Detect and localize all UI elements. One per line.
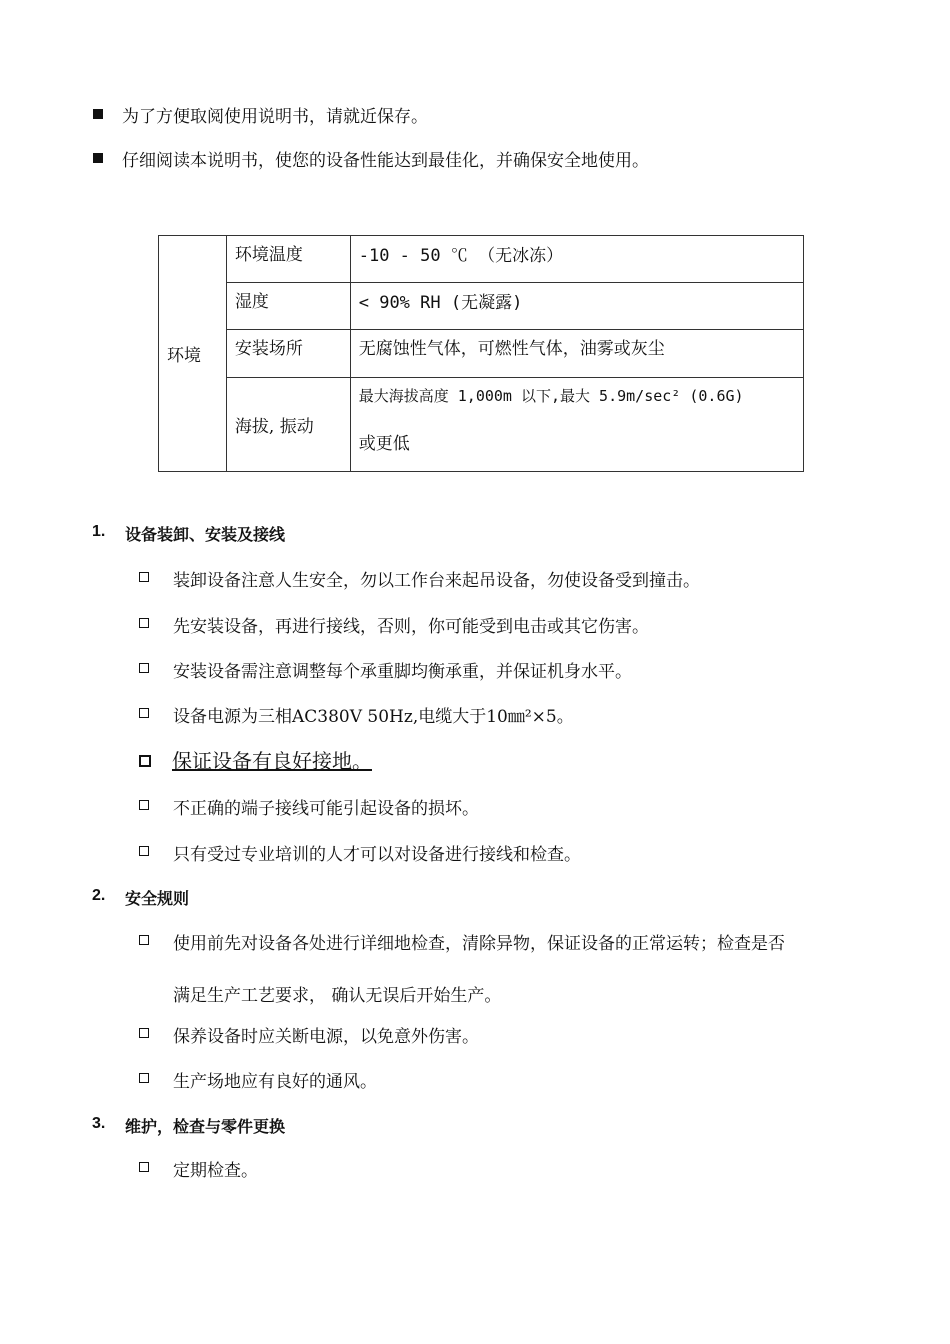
- intro-line-2: 仔细阅读本说明书，使您的设备性能达到最佳化，并确保安全地使用。: [122, 151, 649, 171]
- env-value-altitude: [350, 378, 803, 472]
- checkbox-icon: [139, 846, 149, 856]
- checkbox-icon: [139, 935, 149, 945]
- env-value-humidity: < 90% RH (无凝露): [350, 283, 803, 330]
- list-item-emphasis: 保证设备有良好接地。: [172, 749, 372, 773]
- bullet-icon: [93, 109, 103, 119]
- env-label-location: 安装场所: [226, 330, 350, 378]
- list-item: 设备电源为三相AC380V 50Hz,电缆大于10㎜²×5。: [173, 707, 574, 727]
- checkbox-icon: [139, 1073, 149, 1083]
- checkbox-icon: [139, 800, 149, 810]
- env-value-altitude-line1: 最大海拔高度 1,000m 以下,最大 5.9m/sec² (0.6G): [358, 387, 744, 405]
- env-value-altitude-line2: 或更低: [358, 434, 410, 454]
- checkbox-icon: [139, 618, 149, 628]
- checkbox-icon: [139, 755, 151, 767]
- environment-table: [158, 235, 804, 472]
- env-group-label: 环境: [159, 236, 227, 472]
- list-item: 装卸设备注意人生安全，勿以工作台来起吊设备，勿使设备受到撞击。: [173, 571, 700, 591]
- list-item: 只有受过专业培训的人才可以对设备进行接线和检查。: [173, 845, 581, 865]
- checkbox-icon: [139, 1028, 149, 1038]
- list-item: 不正确的端子接线可能引起设备的损坏。: [173, 799, 479, 819]
- list-item: 生产场地应有良好的通风。: [173, 1072, 377, 1092]
- env-value-temperature: -10 - 50 ℃ （无冰冻）: [350, 236, 803, 283]
- bullet-icon: [93, 153, 103, 163]
- checkbox-icon: [139, 1162, 149, 1172]
- intro-line-1: 为了方便取阅使用说明书，请就近保存。: [122, 107, 428, 127]
- section-title: 设备装卸、安装及接线: [125, 525, 286, 544]
- env-label-altitude: 海拔, 振动: [226, 378, 350, 472]
- list-item: 保养设备时应关断电源，以免意外伤害。: [173, 1027, 479, 1047]
- checkbox-icon: [139, 663, 149, 673]
- list-item: 使用前先对设备各处进行详细地检查，清除异物，保证设备的正常运转；检查是否: [173, 934, 785, 954]
- env-label-temperature: 环境温度: [226, 236, 350, 283]
- env-label-humidity: 湿度: [226, 283, 350, 330]
- list-item: 先安装设备，再进行接线，否则，你可能受到电击或其它伤害。: [173, 617, 649, 637]
- section-number: 3.: [92, 1115, 106, 1132]
- list-item: 定期检查。: [173, 1161, 258, 1181]
- section-number: 1.: [92, 523, 106, 540]
- section-number: 2.: [92, 887, 106, 904]
- env-value-location: 无腐蚀性气体，可燃性气体，油雾或灰尘: [350, 330, 803, 378]
- checkbox-icon: [139, 708, 149, 718]
- list-item-continuation: 满足生产工艺要求， 确认无误后开始生产。: [173, 986, 502, 1006]
- section-title: 安全规则: [125, 889, 190, 908]
- section-title: 维护，检查与零件更换: [125, 1117, 286, 1136]
- list-item: 安装设备需注意调整每个承重脚均衡承重，并保证机身水平。: [173, 662, 632, 682]
- checkbox-icon: [139, 572, 149, 582]
